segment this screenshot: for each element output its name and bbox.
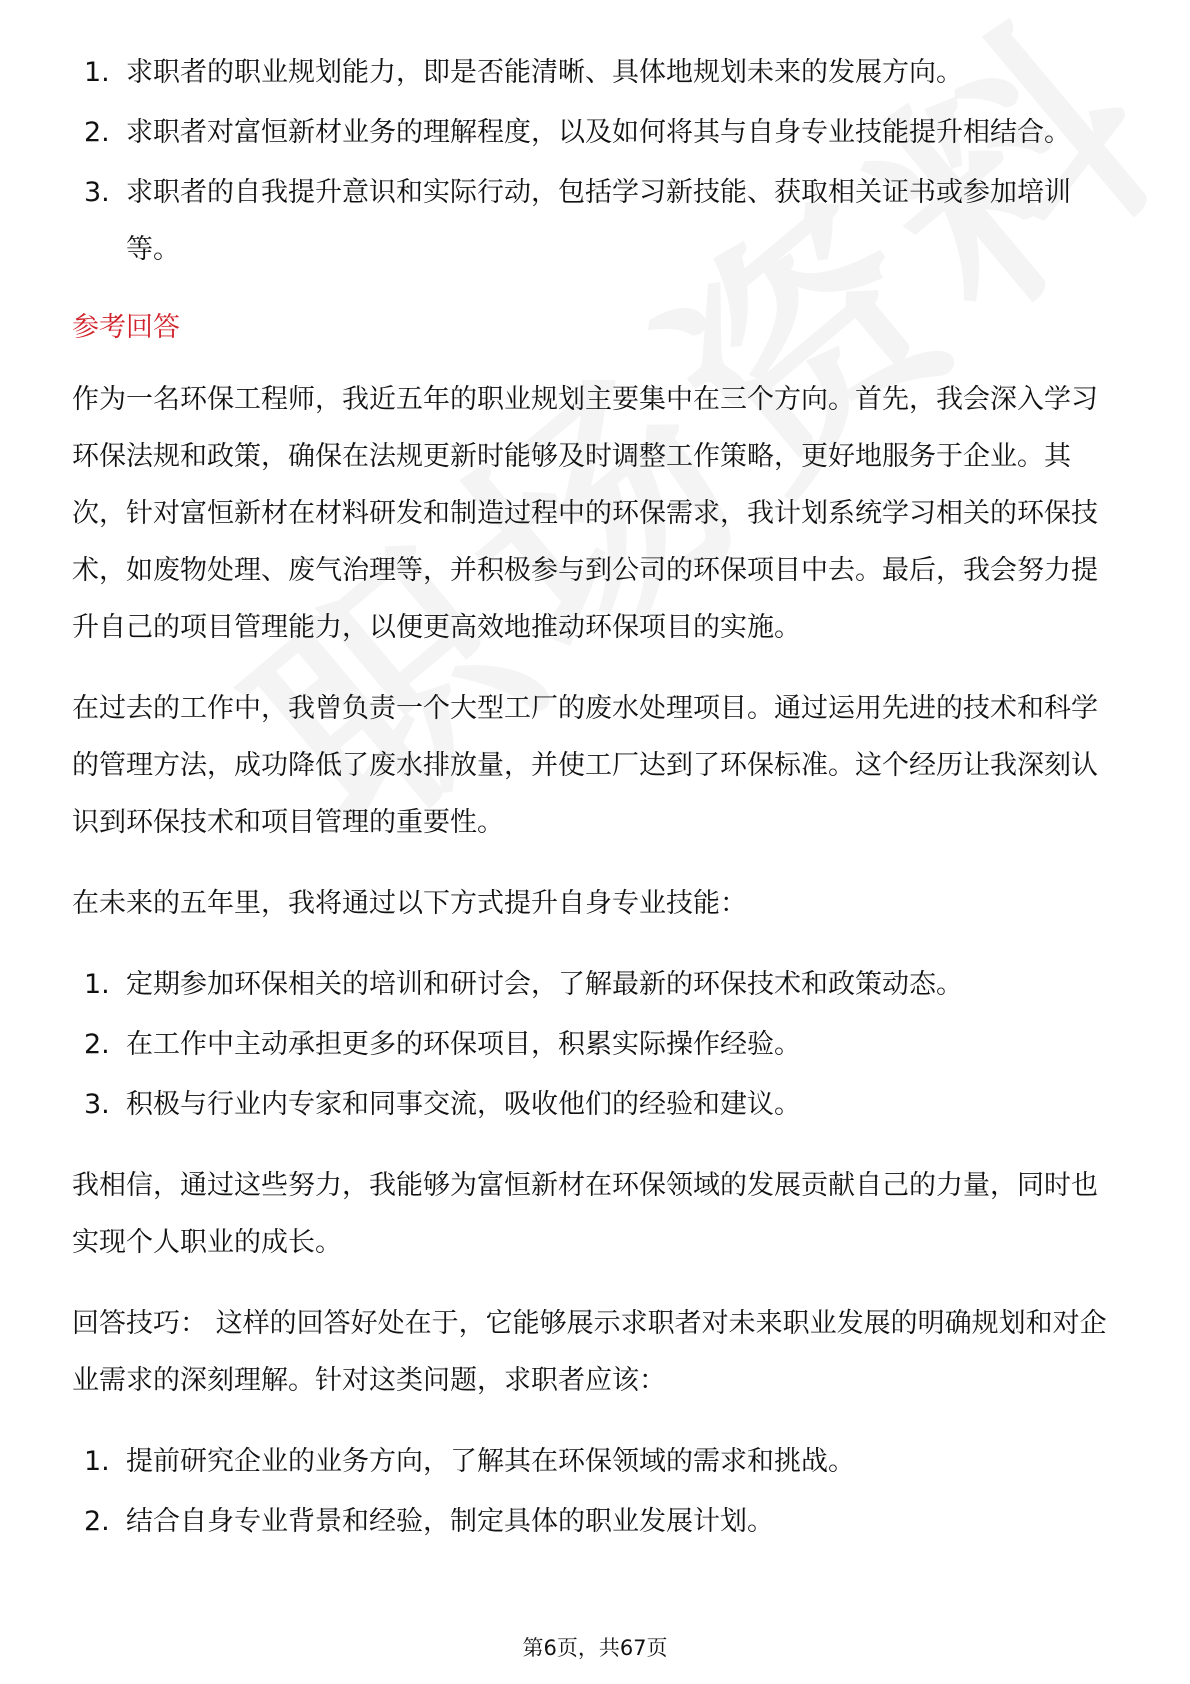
list-item-text: 求职者的职业规划能力，即是否能清晰、具体地规划未来的发展方向。	[126, 57, 963, 88]
list-item-text: 提前研究企业的业务方向，了解其在环保领域的需求和挑战。	[126, 1446, 855, 1477]
answer-paragraph-3: 在未来的五年里，我将通过以下方式提升自身专业技能：	[72, 888, 747, 919]
tips-list	[72, 1433, 1122, 1550]
list-number: 3.	[84, 1089, 110, 1120]
page-footer: 第6页，共67页	[522, 1636, 668, 1660]
list-number: 2.	[84, 1506, 110, 1537]
list-number: 3.	[84, 177, 110, 208]
list-item	[72, 1076, 1122, 1133]
list-item-text: 积极与行业内专家和同事交流，吸收他们的经验和建议。	[126, 1089, 801, 1120]
skills-list	[72, 956, 1122, 1133]
document-body	[72, 44, 1122, 1550]
list-item-text: 结合自身专业背景和经验，制定具体的职业发展计划。	[126, 1506, 774, 1537]
answer-paragraph-4: 我相信，通过这些努力，我能够为富恒新材在环保领域的发展贡献自己的力量，同时也实现个人职业的成长。	[72, 1170, 1098, 1258]
list-number: 2.	[84, 117, 110, 148]
list-item	[72, 1016, 1122, 1073]
list-number: 1.	[84, 57, 110, 88]
list-item	[72, 956, 1122, 1013]
list-item	[72, 104, 1122, 161]
list-item	[72, 164, 1122, 278]
list-item-text: 求职者对富恒新材业务的理解程度，以及如何将其与自身专业技能提升相结合。	[126, 117, 1071, 148]
list-item	[72, 44, 1122, 101]
list-number: 1.	[84, 969, 110, 1000]
answer-paragraph-2: 在过去的工作中，我曾负责一个大型工厂的废水处理项目。通过运用先进的技术和科学的管理方法，成功降低了废水排放量，并使工厂达到了环保标准。这个经历让我深刻认识到环保技术和项目管理的重要性。	[72, 693, 1098, 838]
answer-paragraph-1: 作为一名环保工程师，我近五年的职业规划主要集中在三个方向。首先，我会深入学习环保法规和政策，确保在法规更新时能够及时调整工作策略，更好地服务于企业。其次，针对富恒新材在材料研发和制造过程中的环保需求，我计划系统学习相关的环保技术，如废物处理、废气治理等，并积极参与到公司的环保项目中去。最后，我会努力提升自己的项目管理能力，以便更高效地推动环保项目的实施。	[72, 384, 1098, 643]
list-item	[72, 1493, 1122, 1550]
section-title: 参考回答	[72, 312, 180, 343]
tips-paragraph: 回答技巧： 这样的回答好处在于，它能够展示求职者对未来职业发展的明确规划和对企业需求的深刻理解。针对这类问题，求职者应该：	[72, 1308, 1107, 1396]
criteria-list	[72, 44, 1122, 278]
list-item	[72, 1433, 1122, 1490]
list-item-text: 在工作中主动承担更多的环保项目，积累实际操作经验。	[126, 1029, 801, 1060]
list-item-text: 求职者的自我提升意识和实际行动，包括学习新技能、获取相关证书或参加培训等。	[126, 177, 1071, 265]
list-number: 2.	[84, 1029, 110, 1060]
list-number: 1.	[84, 1446, 110, 1477]
list-item-text: 定期参加环保相关的培训和研讨会，了解最新的环保技术和政策动态。	[126, 969, 963, 1000]
